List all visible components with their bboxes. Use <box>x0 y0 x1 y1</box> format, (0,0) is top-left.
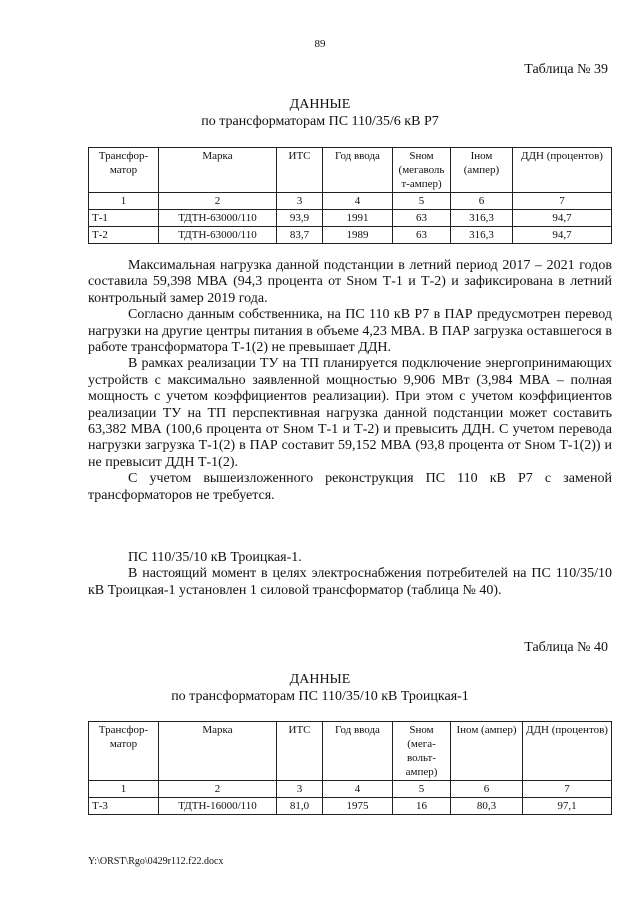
header-cell: Sном (мега-вольт-ампер) <box>393 722 451 781</box>
paragraph: В настоящий момент в целях электроснабжения потребителей на ПС 110/35/10 кВ Троицкая-1 установлен 1 силовой трансформатор (таблица № 40). <box>88 566 612 598</box>
number-cell: 4 <box>323 781 393 798</box>
table-cell: 16 <box>393 798 451 815</box>
column-number-row <box>89 193 612 210</box>
section-2 <box>88 550 612 599</box>
table-cell: ТДТН-16000/110 <box>159 798 277 815</box>
paragraph: Согласно данным собственника, на ПС 110 кВ Р7 в ПАР предусмотрен перевод нагрузки на другие центры питания в объеме 4,23 МВА. В ПАР загрузка оставшегося в работе трансформатора Т-1(2) не превышает ДДН. <box>88 307 612 356</box>
header-cell: Марка <box>159 148 277 193</box>
table-title: ДАННЫЕ <box>289 672 351 687</box>
number-cell: 2 <box>159 781 277 798</box>
number-cell: 3 <box>277 781 323 798</box>
table-cell: 94,7 <box>513 210 612 227</box>
page-number: 89 <box>314 38 326 50</box>
table-cell: 1989 <box>323 227 393 244</box>
table-cell: ТДТН-63000/110 <box>159 210 277 227</box>
table-cell: 94,7 <box>513 227 612 244</box>
table-cell: 63 <box>393 227 451 244</box>
table-cell: 83,7 <box>277 227 323 244</box>
transformer-table-40 <box>88 721 612 815</box>
header-cell: ДДН (процентов) <box>523 722 612 781</box>
table-cell: Т-1 <box>89 210 159 227</box>
table-subtitle: по трансформаторам ПС 110/35/10 кВ Троицкая-1 <box>171 689 469 704</box>
header-cell: Sном (мегаволь т-ампер) <box>393 148 451 193</box>
number-cell: 5 <box>393 193 451 210</box>
table-cell: 316,3 <box>451 227 513 244</box>
header-cell: ИТС <box>277 722 323 781</box>
table-header-row <box>89 722 612 781</box>
number-cell: 6 <box>451 193 513 210</box>
table-cell: 81,0 <box>277 798 323 815</box>
table-caption: Таблица № 39 <box>524 62 608 77</box>
header-cell: ИТС <box>277 148 323 193</box>
paragraph: С учетом вышеизложенного реконструкция ПС 110 кВ Р7 с заменой трансформаторов не требуется. <box>88 471 612 503</box>
paragraph: Максимальная нагрузка данной подстанции в летний период 2017 – 2021 годов составила 59,398 МВА (94,3 процента от Sном Т-1 и Т-2) и зафиксирована в летний контрольный замер 2019 года. <box>88 258 612 306</box>
table-title: ДАННЫЕ <box>289 97 351 112</box>
header-cell: Марка <box>159 722 277 781</box>
table-cell: 1991 <box>323 210 393 227</box>
table-cell: 1975 <box>323 798 393 815</box>
number-cell: 3 <box>277 193 323 210</box>
header-cell: ДДН (процентов) <box>513 148 612 193</box>
table-caption: Таблица № 40 <box>524 640 608 655</box>
table-row <box>89 210 612 227</box>
table-cell: Т-2 <box>89 227 159 244</box>
number-cell: 6 <box>451 781 523 798</box>
header-cell: Трансфор-матор <box>89 148 159 193</box>
table-header-row <box>89 148 612 193</box>
header-cell: Год ввода <box>323 148 393 193</box>
table-cell: 97,1 <box>523 798 612 815</box>
paragraph: В рамках реализации ТУ на ТП планируется подключение энергопринимающих устройств с максимально заявленной мощностью 9,906 МВт (3,984 МВА – полная мощность с учетом коэффициентов реализации). При этом с учетом коэффициентов реализации ТУ на ТП перспективная нагрузка данной подстанции может составить 63,382 МВА (100,6 процента от Sном Т-1 и Т-2) и превысить ДДН. С учетом перевода нагрузки загрузка Т-1(2) в ПАР составит 59,152 МВА (93,8 процента от Sном Т-1(2)) и не превысит ДДН Т-1(2). <box>88 356 612 470</box>
number-cell: 7 <box>523 781 612 798</box>
number-cell: 1 <box>89 193 159 210</box>
table-row <box>89 798 612 815</box>
table-row <box>89 227 612 244</box>
table-cell: Т-3 <box>89 798 159 815</box>
column-number-row <box>89 781 612 798</box>
number-cell: 7 <box>513 193 612 210</box>
table-cell: 93,9 <box>277 210 323 227</box>
table-cell: ТДТН-63000/110 <box>159 227 277 244</box>
section-heading: ПС 110/35/10 кВ Троицкая-1. <box>128 550 302 565</box>
table-cell: 63 <box>393 210 451 227</box>
number-cell: 1 <box>89 781 159 798</box>
header-cell: Iном (ампер) <box>451 722 523 781</box>
body-text <box>88 258 612 504</box>
number-cell: 5 <box>393 781 451 798</box>
file-path-footer: Y:\ORST\Rgo\0429r112.f22.docx <box>88 856 224 867</box>
header-cell: Трансфор-матор <box>89 722 159 781</box>
header-cell: Iном (ампер) <box>451 148 513 193</box>
table-subtitle: по трансформаторам ПС 110/35/6 кВ Р7 <box>201 114 439 129</box>
table-cell: 80,3 <box>451 798 523 815</box>
number-cell: 4 <box>323 193 393 210</box>
transformer-table-39 <box>88 147 612 244</box>
number-cell: 2 <box>159 193 277 210</box>
header-cell: Год ввода <box>323 722 393 781</box>
table-cell: 316,3 <box>451 210 513 227</box>
